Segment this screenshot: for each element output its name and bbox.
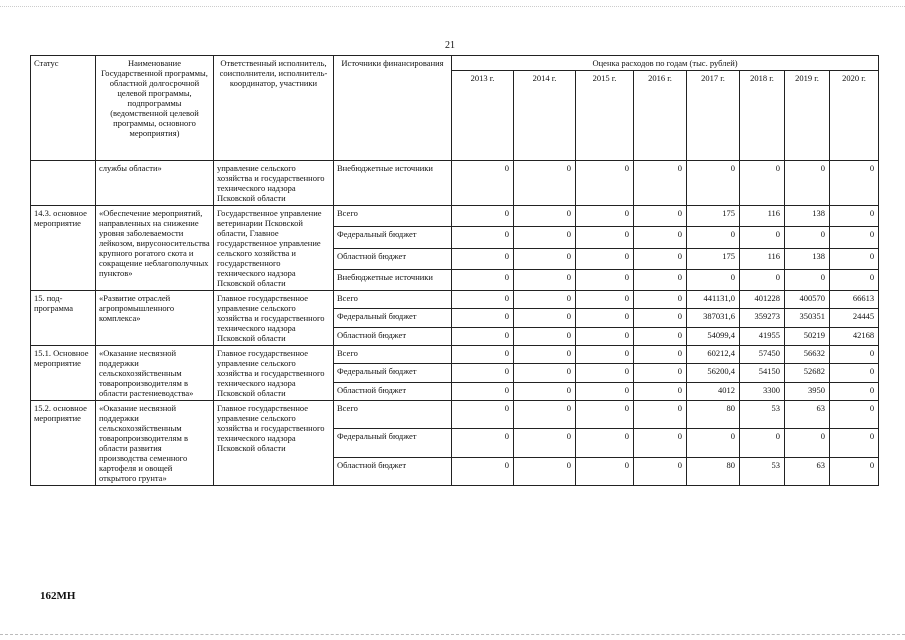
cell-value: 0	[452, 364, 514, 382]
cell-value: 0	[514, 309, 576, 327]
cell-value: 0	[514, 382, 576, 400]
cell-responsible: Главное государственное управление сельского хозяйства и государственного технического надзора Псковской области	[214, 291, 334, 346]
cell-value: 175	[687, 248, 740, 269]
cell-value: 441131,0	[687, 291, 740, 309]
cell-source: Федеральный бюджет	[334, 429, 452, 457]
header-year: 2015 г.	[576, 71, 634, 161]
cell-value: 0	[830, 382, 879, 400]
cell-value: 0	[830, 269, 879, 290]
cell-value: 401228	[740, 291, 785, 309]
cell-value: 0	[634, 269, 687, 290]
cell-value: 57450	[740, 346, 785, 364]
cell-value: 0	[452, 429, 514, 457]
cell-value: 0	[452, 401, 514, 429]
cell-value: 0	[452, 161, 514, 206]
table-row	[31, 401, 879, 429]
header-responsible: Ответственный исполнитель, соисполнители, исполнитель-координатор, участники	[214, 56, 334, 161]
cell-value: 0	[514, 429, 576, 457]
cell-value: 0	[687, 161, 740, 206]
cell-value: 0	[576, 401, 634, 429]
cell-value: 0	[514, 401, 576, 429]
cell-value: 0	[576, 161, 634, 206]
cell-source: Всего	[334, 346, 452, 364]
scan-edge-top	[0, 6, 905, 7]
cell-source: Внебюджетные источники	[334, 161, 452, 206]
cell-value: 0	[830, 227, 879, 248]
header-year: 2020 г.	[830, 71, 879, 161]
cell-value: 0	[576, 429, 634, 457]
cell-value: 0	[830, 206, 879, 227]
cell-value: 53	[740, 401, 785, 429]
cell-value: 0	[576, 457, 634, 485]
cell-value: 0	[830, 457, 879, 485]
cell-value: 0	[634, 309, 687, 327]
cell-value: 0	[687, 227, 740, 248]
cell-status	[31, 161, 96, 206]
cell-value: 24445	[830, 309, 879, 327]
document-code: 162МН	[40, 590, 76, 602]
table-row	[31, 161, 879, 206]
cell-value: 0	[830, 346, 879, 364]
cell-value: 53	[740, 457, 785, 485]
cell-value: 56632	[785, 346, 830, 364]
cell-value: 0	[830, 401, 879, 429]
cell-value: 0	[514, 248, 576, 269]
cell-value: 0	[634, 291, 687, 309]
cell-value: 0	[514, 457, 576, 485]
cell-value: 0	[576, 248, 634, 269]
cell-status: 14.3. основное мероприятие	[31, 206, 96, 291]
cell-responsible: управление сельского хозяйства и государственного технического надзора Псковской области	[214, 161, 334, 206]
cell-value: 0	[830, 248, 879, 269]
cell-value: 52682	[785, 364, 830, 382]
cell-value: 0	[452, 227, 514, 248]
cell-value: 0	[785, 429, 830, 457]
cell-value: 0	[452, 291, 514, 309]
cell-value: 0	[514, 227, 576, 248]
cell-name: службы области»	[96, 161, 214, 206]
cell-value: 387031,6	[687, 309, 740, 327]
cell-source: Внебюджетные источники	[334, 269, 452, 290]
cell-value: 0	[514, 364, 576, 382]
cell-value: 0	[452, 248, 514, 269]
cell-value: 0	[634, 346, 687, 364]
cell-value: 0	[452, 309, 514, 327]
cell-value: 0	[452, 206, 514, 227]
header-estimate: Оценка расходов по годам (тыс. рублей)	[452, 56, 879, 71]
cell-value: 0	[740, 161, 785, 206]
cell-value: 0	[740, 227, 785, 248]
cell-value: 0	[687, 429, 740, 457]
cell-value: 0	[830, 429, 879, 457]
cell-value: 60212,4	[687, 346, 740, 364]
table-row	[31, 346, 879, 364]
cell-value: 0	[634, 457, 687, 485]
cell-value: 0	[514, 161, 576, 206]
cell-value: 3300	[740, 382, 785, 400]
cell-status: 15.2. основное мероприятие	[31, 401, 96, 486]
cell-value: 400570	[785, 291, 830, 309]
cell-source: Федеральный бюджет	[334, 364, 452, 382]
cell-value: 0	[740, 269, 785, 290]
cell-value: 0	[634, 206, 687, 227]
cell-value: 0	[576, 327, 634, 345]
budget-table	[30, 55, 879, 486]
cell-value: 359273	[740, 309, 785, 327]
cell-value: 3950	[785, 382, 830, 400]
cell-value: 4012	[687, 382, 740, 400]
cell-name: «Развитие отраслей агропромышленного комплекса»	[96, 291, 214, 346]
cell-name: «Оказание несвязной поддержки сельскохозяйственным товаропроизводителям в области растениеводства»	[96, 346, 214, 401]
header-status: Статус	[31, 56, 96, 161]
cell-value: 0	[687, 269, 740, 290]
cell-value: 41955	[740, 327, 785, 345]
cell-value: 350351	[785, 309, 830, 327]
cell-value: 0	[514, 269, 576, 290]
cell-value: 0	[740, 429, 785, 457]
cell-value: 0	[452, 382, 514, 400]
cell-value: 0	[452, 269, 514, 290]
header-year: 2016 г.	[634, 71, 687, 161]
scan-edge-bottom	[0, 634, 905, 635]
cell-value: 0	[514, 291, 576, 309]
cell-value: 54150	[740, 364, 785, 382]
cell-value: 0	[452, 346, 514, 364]
header-year: 2014 г.	[514, 71, 576, 161]
cell-responsible: Главное государственное управление сельского хозяйства и государственного технического надзора Псковской области	[214, 346, 334, 401]
cell-value: 0	[514, 346, 576, 364]
cell-source: Областной бюджет	[334, 248, 452, 269]
cell-status: 15.1. Основное мероприятие	[31, 346, 96, 401]
page-number: 21	[445, 40, 455, 51]
cell-source: Федеральный бюджет	[334, 227, 452, 248]
cell-value: 0	[452, 327, 514, 345]
cell-value: 56200,4	[687, 364, 740, 382]
cell-source: Федеральный бюджет	[334, 309, 452, 327]
cell-value: 0	[576, 382, 634, 400]
table-body	[31, 161, 879, 486]
cell-value: 0	[634, 382, 687, 400]
cell-source: Всего	[334, 401, 452, 429]
cell-value: 0	[634, 227, 687, 248]
cell-value: 0	[830, 161, 879, 206]
cell-value: 0	[634, 248, 687, 269]
cell-value: 116	[740, 206, 785, 227]
cell-value: 0	[576, 227, 634, 248]
cell-value: 42168	[830, 327, 879, 345]
header-year: 2013 г.	[452, 71, 514, 161]
cell-value: 0	[576, 291, 634, 309]
cell-status: 15. под-программа	[31, 291, 96, 346]
table-row	[31, 206, 879, 227]
header-sources: Источники финансирования	[334, 56, 452, 161]
cell-value: 0	[576, 346, 634, 364]
cell-source: Областной бюджет	[334, 457, 452, 485]
cell-name: «Обеспечение мероприятий, направленных на снижение уровня заболеваемости лейкозом, вирусоносительства крупного рогатого скота и сокращение неблагополучных пунктов»	[96, 206, 214, 291]
header-year: 2017 г.	[687, 71, 740, 161]
cell-value: 50219	[785, 327, 830, 345]
cell-value: 0	[785, 161, 830, 206]
header-year: 2018 г.	[740, 71, 785, 161]
cell-value: 80	[687, 401, 740, 429]
cell-value: 63	[785, 457, 830, 485]
cell-value: 0	[514, 327, 576, 345]
cell-value: 0	[785, 269, 830, 290]
header-year: 2019 г.	[785, 71, 830, 161]
cell-value: 175	[687, 206, 740, 227]
cell-value: 66613	[830, 291, 879, 309]
cell-responsible: Главное государственное управление сельского хозяйства и государственного технического надзора Псковской области	[214, 401, 334, 486]
cell-value: 0	[576, 309, 634, 327]
cell-value: 0	[785, 227, 830, 248]
cell-source: Всего	[334, 291, 452, 309]
cell-value: 0	[576, 206, 634, 227]
cell-responsible: Государственное управление ветеринарии Псковской области, Главное государственное управление сельского хозяйства и государственного технического надзора Псковской области	[214, 206, 334, 291]
cell-value: 0	[576, 364, 634, 382]
header-name: Наименование Государственной программы, областной долгосрочной целевой программы, подпрограммы (ведомственной целевой программы, основного мероприятия)	[96, 56, 214, 161]
cell-value: 0	[634, 364, 687, 382]
cell-source: Областной бюджет	[334, 327, 452, 345]
cell-value: 54099,4	[687, 327, 740, 345]
cell-source: Областной бюджет	[334, 382, 452, 400]
cell-value: 138	[785, 206, 830, 227]
cell-value: 0	[634, 401, 687, 429]
cell-source: Всего	[334, 206, 452, 227]
cell-value: 80	[687, 457, 740, 485]
cell-value: 0	[576, 269, 634, 290]
cell-value: 0	[514, 206, 576, 227]
cell-name: «Оказание несвязной поддержки сельскохозяйственным товаропроизводителям в области развития производства семенного картофеля и овощей открытого грунта»	[96, 401, 214, 486]
cell-value: 116	[740, 248, 785, 269]
cell-value: 0	[634, 327, 687, 345]
cell-value: 0	[452, 457, 514, 485]
cell-value: 0	[830, 364, 879, 382]
cell-value: 0	[634, 161, 687, 206]
cell-value: 138	[785, 248, 830, 269]
cell-value: 0	[634, 429, 687, 457]
cell-value: 63	[785, 401, 830, 429]
table-row	[31, 291, 879, 309]
